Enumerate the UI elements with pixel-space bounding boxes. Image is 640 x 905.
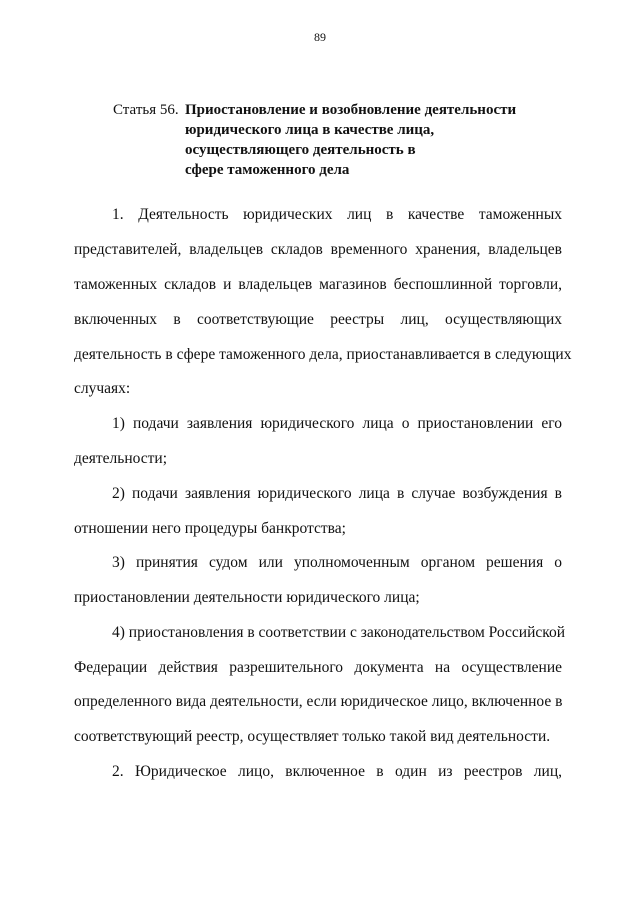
- page-number: 89: [314, 30, 326, 44]
- paragraph-1-line: деятельность в сфере таможенного дела, приостанавливается в следующих: [74, 346, 572, 363]
- article-title-line: осуществляющего деятельность в: [185, 142, 416, 158]
- paragraph-1-line: 1. Деятельность юридических лиц в качестве таможенных: [112, 206, 562, 223]
- paragraph-1-line: представителей, владельцев складов временного хранения, владельцев: [74, 241, 562, 258]
- paragraph-1-line: случаях:: [74, 380, 131, 397]
- list-item-4-line: 4) приостановления в соответствии с законодательством Российской: [112, 624, 566, 641]
- article-title-line: Приостановление и возобновление деятельности: [185, 102, 517, 118]
- article-number: Статья 56.: [113, 102, 179, 118]
- paragraph-1-line: включенных в соответствующие реестры лиц, осуществляющих: [74, 311, 562, 328]
- list-item-2-line: 2) подачи заявления юридического лица в случае возбуждения в: [112, 485, 562, 502]
- paragraph-1-line: таможенных складов и владельцев магазинов беспошлинной торговли,: [74, 276, 562, 293]
- list-item-4-line: Федерации действия разрешительного документа на осуществление: [74, 659, 562, 676]
- list-item-4-line: соответствующий реестр, осуществляет только такой вид деятельности.: [74, 728, 551, 745]
- list-item-3-line: приостановлении деятельности юридического лица;: [74, 589, 420, 606]
- article-title: [185, 100, 516, 180]
- article-title-line: сфере таможенного дела: [185, 162, 350, 178]
- list-item-4-line: определенного вида деятельности, если юридическое лицо, включенное в: [74, 693, 563, 710]
- list-item-1-line: деятельности;: [74, 450, 168, 467]
- list-item-2-line: отношении него процедуры банкротства;: [74, 520, 346, 537]
- paragraph-2-line: 2. Юридическое лицо, включенное в один из реестров лиц,: [112, 763, 562, 780]
- article-title-line: юридического лица в качестве лица,: [185, 122, 435, 138]
- list-item-3-line: 3) принятия судом или уполномоченным органом решения о: [112, 554, 562, 571]
- list-item-1-line: 1) подачи заявления юридического лица о приостановлении его: [112, 415, 562, 432]
